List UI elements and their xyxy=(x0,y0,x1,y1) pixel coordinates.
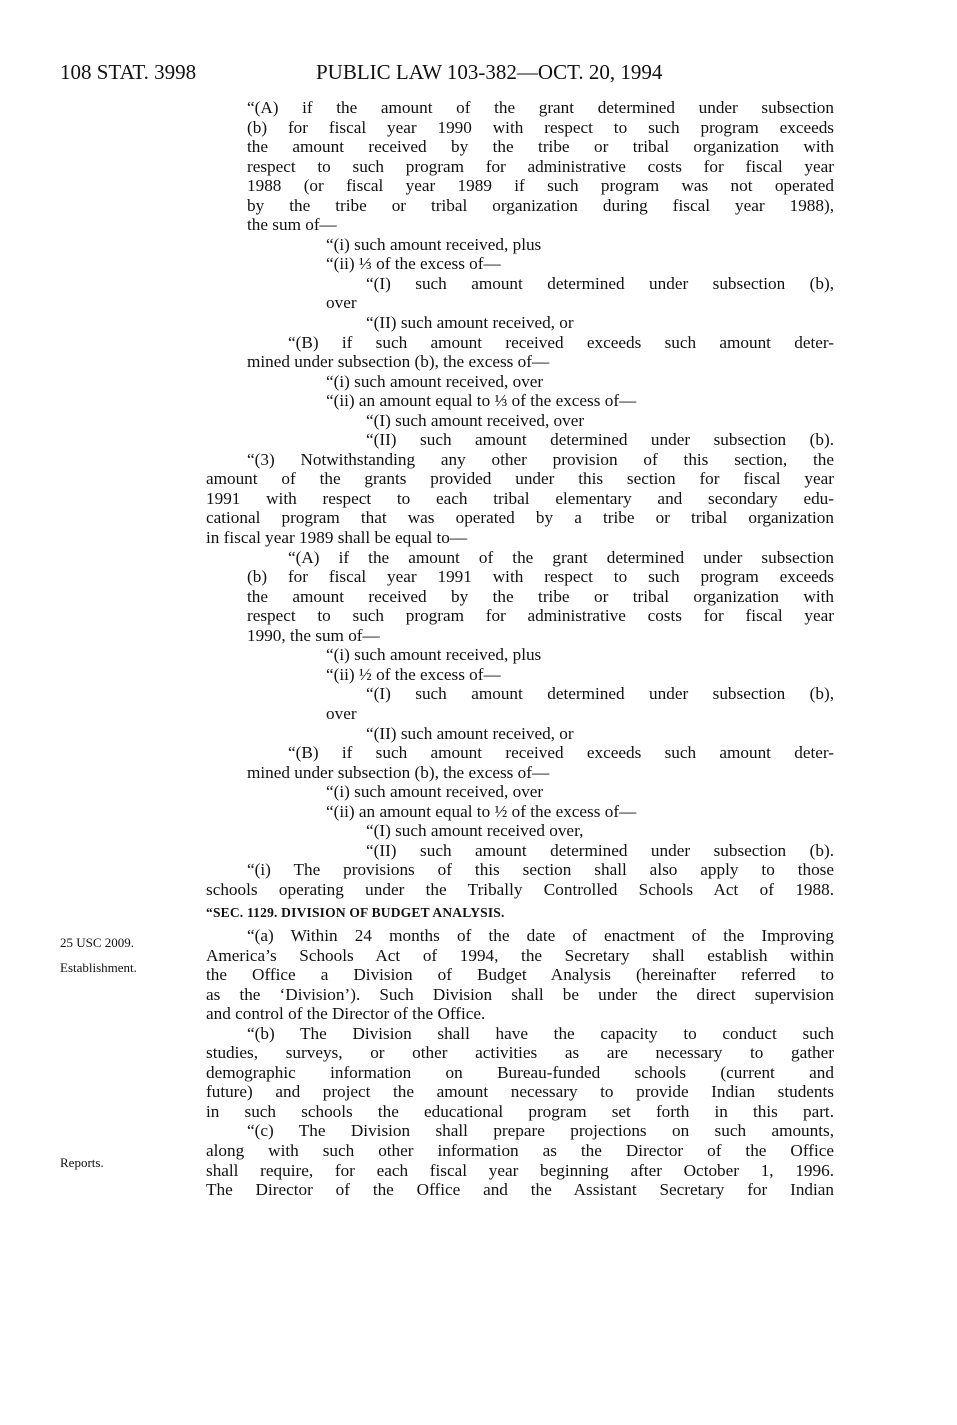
text-line: cational program that was operated by a tribe or tribal organization xyxy=(206,508,834,528)
text-line: “(II) such amount determined under subsection (b). xyxy=(366,840,834,860)
text-line: “(II) such amount received, or xyxy=(366,723,574,743)
text-line: the amount received by the tribe or tribal organization with xyxy=(247,586,834,606)
text-line: by the tribe or tribal organization during fiscal year 1988), xyxy=(247,195,834,215)
text-line: “(ii) an amount equal to ⅓ of the excess of— xyxy=(326,391,637,411)
text-line: 1991 with respect to each tribal elementary and secondary edu- xyxy=(206,488,834,508)
text-line: “(II) such amount received, or xyxy=(366,313,574,333)
text-line: and control of the Director of the Office. xyxy=(206,1004,486,1024)
text-line: along with such other information as the Director of the Office xyxy=(206,1140,834,1160)
text-line: “(I) such amount determined under subsection (b), xyxy=(366,684,834,704)
text-line: America’s Schools Act of 1994, the Secretary shall establish within xyxy=(206,945,834,965)
text-line: “(a) Within 24 months of the date of enactment of the Improving xyxy=(247,925,834,945)
text-line: “(i) The provisions of this section shall also apply to those xyxy=(247,860,834,880)
text-line: over xyxy=(326,293,357,313)
text-line: “(ii) ⅓ of the excess of— xyxy=(326,254,501,274)
text-line: the Office a Division of Budget Analysis (hereinafter referred to xyxy=(206,965,834,985)
stat-page-number: 108 STAT. 3998 xyxy=(60,60,197,84)
text-line: The Director of the Office and the Assistant Secretary for Indian xyxy=(206,1180,834,1200)
text-line: “(3) Notwithstanding any other provision of this section, the xyxy=(247,449,834,469)
text-line: respect to such program for administrative costs for fiscal year xyxy=(247,156,834,176)
text-line: in such schools the educational program set forth in this part. xyxy=(206,1101,834,1121)
margin-note-establishment: Establishment. xyxy=(60,960,137,975)
text-line: “(B) if such amount received exceeds such amount deter- xyxy=(288,332,834,352)
text-line: “(ii) ½ of the excess of— xyxy=(326,664,501,684)
margin-note-reports: Reports. xyxy=(60,1155,104,1170)
text-line: respect to such program for administrative costs for fiscal year xyxy=(247,606,834,626)
text-line: in fiscal year 1989 shall be equal to— xyxy=(206,528,468,548)
text-line: “(b) The Division shall have the capacity to conduct such xyxy=(247,1023,834,1043)
text-line: studies, surveys, or other activities as are necessary to gather xyxy=(206,1043,834,1063)
section-heading: “SEC. 1129. DIVISION OF BUDGET ANALYSIS. xyxy=(206,905,505,921)
text-line: “(A) if the amount of the grant determined under subsection xyxy=(247,98,834,117)
law-citation-header: PUBLIC LAW 103-382—OCT. 20, 1994 xyxy=(316,60,663,84)
text-line: 1988 (or fiscal year 1989 if such program was not operated xyxy=(247,176,834,196)
text-line: schools operating under the Tribally Controlled Schools Act of 1988. xyxy=(206,879,834,899)
text-line: the sum of— xyxy=(247,215,337,235)
text-line: as the ‘Division’). Such Division shall be under the direct supervision xyxy=(206,984,834,1004)
text-line: 1990, the sum of— xyxy=(247,625,380,645)
margin-note-usc: 25 USC 2009. xyxy=(60,935,135,950)
text-line: future) and project the amount necessary to provide Indian students xyxy=(206,1082,834,1102)
text-line: “(i) such amount received, over xyxy=(326,782,544,802)
text-line: “(i) such amount received, plus xyxy=(326,234,542,254)
text-line: mined under subsection (b), the excess of— xyxy=(247,352,550,372)
text-line: amount of the grants provided under this section for fiscal year xyxy=(206,469,834,489)
body-text xyxy=(206,98,834,1200)
text-line: “(ii) an amount equal to ½ of the excess of— xyxy=(326,801,637,821)
text-line: the amount received by the tribe or tribal organization with xyxy=(247,137,834,157)
text-line: “(A) if the amount of the grant determined under subsection xyxy=(288,547,834,567)
text-line: “(B) if such amount received exceeds such amount deter- xyxy=(288,743,834,763)
text-line: demographic information on Bureau-funded schools (current and xyxy=(206,1062,834,1082)
text-line: “(I) such amount received, over xyxy=(366,410,585,430)
text-line: “(i) such amount received, plus xyxy=(326,645,542,665)
text-line: “(i) such amount received, over xyxy=(326,371,544,391)
text-line: “(I) such amount determined under subsection (b), xyxy=(366,273,834,293)
text-line: “(II) such amount determined under subsection (b). xyxy=(366,430,834,450)
text-line: over xyxy=(326,703,357,723)
text-line: “(c) The Division shall prepare projections on such amounts, xyxy=(247,1121,834,1141)
text-line: mined under subsection (b), the excess of— xyxy=(247,762,550,782)
text-line: shall require, for each fiscal year beginning after October 1, 1996. xyxy=(206,1160,834,1180)
text-line: (b) for fiscal year 1990 with respect to such program exceeds xyxy=(247,117,834,137)
text-line: “(I) such amount received over, xyxy=(366,821,584,841)
text-line: (b) for fiscal year 1991 with respect to such program exceeds xyxy=(247,567,834,587)
